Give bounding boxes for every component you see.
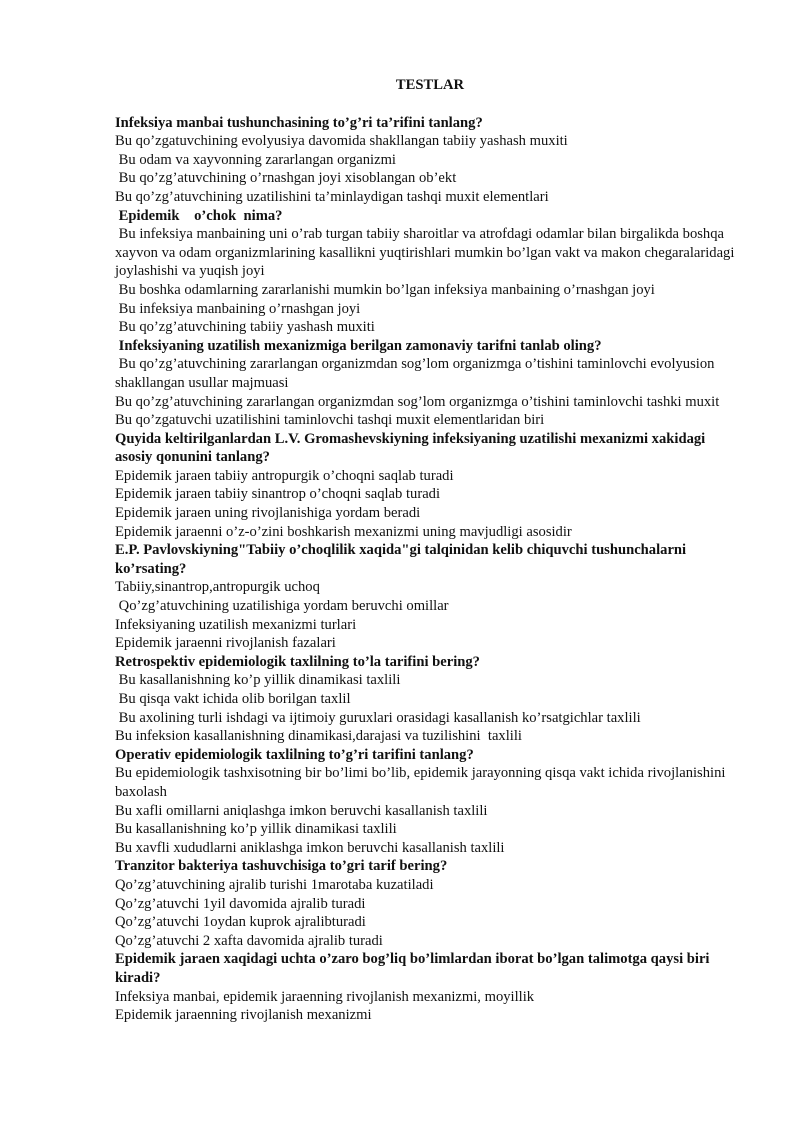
answer-7-4: Bu xavfli xududlarni aniklashga imkon beruvchi kasallanish taxlili: [115, 839, 505, 856]
question-block-9: [115, 950, 745, 1024]
answer-1-2: Bu odam va xayvonning zararlangan organizmi: [115, 151, 396, 168]
answer-6-1: Bu kasallanishning ko’p yillik dinamikasi taxlili: [115, 672, 401, 689]
document-title: TESTLAR: [395, 77, 465, 93]
answer-9-1: Infeksiya manbai, epidemik jaraenning rivojlanish mexanizmi, moyillik: [115, 988, 535, 1005]
answer-5-4: Epidemik jaraenni rivojlanish fazalari: [115, 635, 336, 652]
answer-4-1: Epidemik jaraen tabiiy antropurgik o’choqni saqlab turadi: [115, 467, 454, 484]
answer-9-2: Epidemik jaraenning rivojlanish mexanizmi: [115, 1007, 372, 1024]
answer-8-3: Qo’zg’atuvchi 1oydan kuprok ajralibturadi: [115, 914, 366, 931]
answer-7-1: Bu epidemiologik tashxisotning bir bo’limi bo’lib, epidemik jarayonning qisqa vakt ichida rivojlanishini baxolash: [115, 765, 730, 800]
answer-8-4: Qo’zg’atuvchi 2 xafta davomida ajralib turadi: [115, 932, 383, 949]
question-8: Tranzitor bakteriya tashuvchisiga to’gri tarif bering?: [115, 858, 448, 875]
answer-4-3: Epidemik jaraen uning rivojlanishiga yordam beradi: [115, 505, 421, 522]
answer-6-3: Bu axolining turli ishdagi va ijtimoiy guruxlari orasidagi kasallanish ko’rsatgichlar taxlili: [115, 709, 641, 726]
answer-1-3: Bu qo’zg’atuvchining o’rnashgan joyi xisoblangan ob’ekt: [115, 170, 457, 187]
answer-3-3: Bu qo’zgatuvchi uzatilishini taminlovchi tashqi muxit elementlaridan biri: [115, 412, 545, 429]
answer-1-1: Bu qo’zgatuvchining evolyusiya davomida shakllangan tabiiy yashash muxiti: [115, 133, 568, 150]
question-1: Infeksiya manbai tushunchasining to’g’ri ta’rifini tanlang?: [115, 114, 483, 131]
answer-7-3: Bu kasallanishning ko’p yillik dinamikasi taxlili: [115, 821, 397, 838]
answer-3-1: Bu qo’zg’atuvchining zararlangan organizmdan sog’lom organizmga o’tishini taminlovchi evolyusion shakllangan usullar majmuasi: [115, 356, 719, 391]
question-9: Epidemik jaraen xaqidagi uchta o’zaro bog’liq bo’limlardan iborat bo’lgan talimotga qaysi biri kiradi?: [115, 951, 710, 986]
question-block-7: [115, 746, 745, 858]
answer-3-2: Bu qo’zg’atuvchining zararlangan organizmdan sog’lom organizmga o’tishini taminlovchi tashki muxit: [115, 393, 720, 410]
question-block-4: [115, 430, 745, 542]
answer-5-3: Infeksiyaning uzatilish mexanizmi turlari: [115, 616, 357, 633]
answer-2-1: Bu infeksiya manbaining uni o’rab turgan tabiiy sharoitlar va atrofdagi odamlar bilan birgalikda boshqa xayvon va odam organizmlarining kasallikni yuqtirishlari mumkin bo’lgan vakt va makon chegaralaridagi joylashishi va yuqish joyi: [115, 226, 739, 280]
answer-1-4: Bu qo’zg’atuvchining uzatilishini ta’minlaydigan tashqi muxit elementlari: [115, 188, 549, 205]
answer-8-1: Qo’zg’atuvchining ajralib turishi 1marotaba kuzatiladi: [115, 876, 434, 893]
document-page: [115, 76, 745, 1025]
question-block-1: [115, 114, 745, 207]
answer-6-4: Bu infeksion kasallanishning dinamikasi,darajasi va tuzilishini taxlili: [115, 728, 522, 745]
question-4: Quyida keltirilganlardan L.V. Gromashevskiyning infeksiyaning uzatilishi mexanizmi xakidagi asosiy qonunini tanlang?: [115, 430, 706, 466]
answer-5-2: Qo’zg’atuvchining uzatilishiga yordam beruvchi omillar: [115, 598, 449, 615]
question-5: E.P. Pavlovskiyning"Tabiiy o’choqlilik xaqida"gi talqinidan kelib chiquvchi tushunchalarni ko’rsating?: [115, 542, 687, 577]
answer-6-2: Bu qisqa vakt ichida olib borilgan taxlil: [115, 691, 351, 707]
answer-2-4: Bu qo’zg’atuvchining tabiiy yashash muxiti: [115, 319, 375, 336]
answer-8-2: Qo’zg’atuvchi 1yil davomida ajralib turadi: [115, 895, 366, 912]
question-block-5: [115, 541, 745, 653]
answer-2-2: Bu boshka odamlarning zararlanishi mumkin bo’lgan infeksiya manbaining o’rnashgan joyi: [115, 281, 655, 298]
question-block-6: [115, 653, 745, 746]
question-block-2: [115, 207, 745, 337]
answer-4-4: Epidemik jaraenni o’z-o’zini boshkarish mexanizmi uning mavjudligi asosidir: [115, 523, 572, 540]
answer-5-1: Tabiiy,sinantrop,antropurgik uchoq: [115, 579, 320, 596]
question-6: Retrospektiv epidemiologik taxlilning to’la tarifini bering?: [115, 653, 480, 670]
question-7: Operativ epidemiologik taxlilning to’g’ri tarifini tanlang?: [115, 746, 474, 763]
answer-4-2: Epidemik jaraen tabiiy sinantrop o’choqni saqlab turadi: [115, 486, 441, 503]
question-block-3: [115, 337, 745, 430]
question-2: Epidemik o’chok nima?: [115, 207, 283, 224]
question-3: Infeksiyaning uzatilish mexanizmiga berilgan zamonaviy tarifni tanlab oling?: [115, 337, 602, 354]
question-block-8: [115, 857, 745, 950]
answer-2-3: Bu infeksiya manbaining o’rnashgan joyi: [115, 300, 361, 317]
answer-7-2: Bu xafli omillarni aniqlashga imkon beruvchi kasallanish taxlili: [115, 802, 488, 819]
